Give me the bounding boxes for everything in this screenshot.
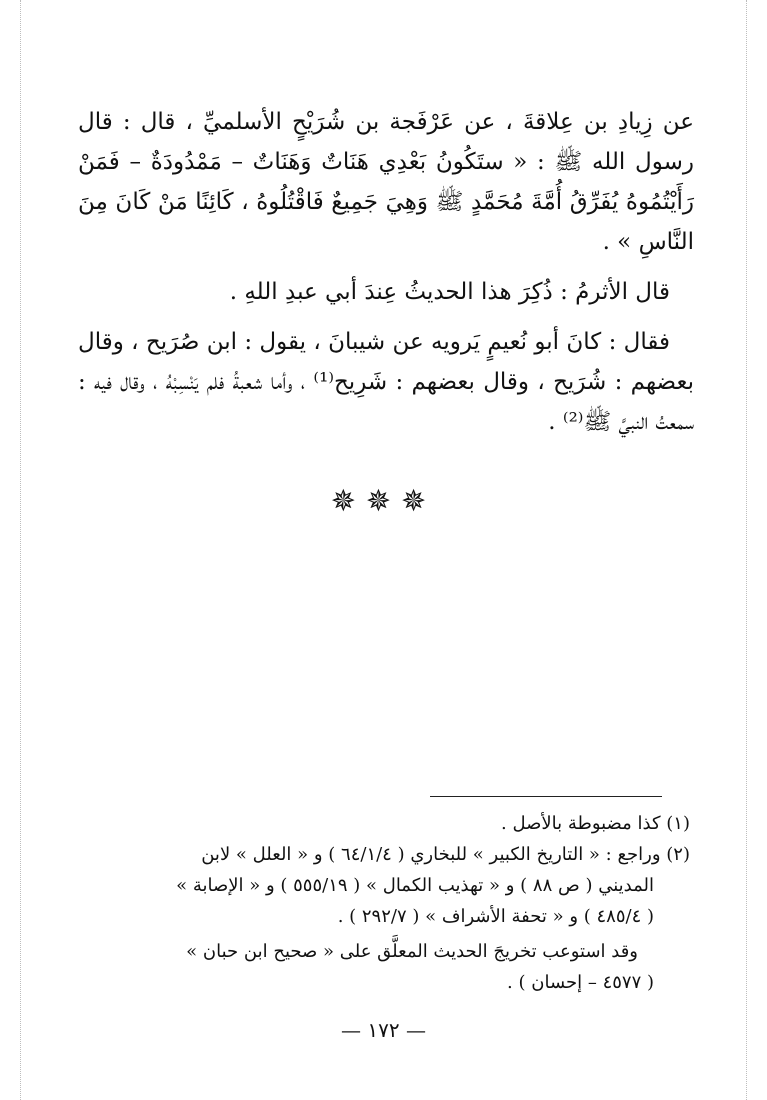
- footnote-2-extra-line-2: ( ٤٥٧٧ – إحسان ) .: [507, 972, 654, 993]
- footnote-2-extra-line-1: وقد استوعب تخريجَ الحديث المعلَّق على « صحيح ابن حبان »: [186, 941, 638, 962]
- hadith-paragraph: عن زِيادِ بن عِلاقةَ ، عن عَرْفَجة بن شُرَيْحٍ الأسلميِّ ، قال : قال رسول الله ﷺ : « ستَكُونُ بَعْدِي هَنَاتٌ وَهَنَاتٌ – مَمْدُودَةٌ – فَمَنْ رَأَيْتُمُوهُ يُفَرِّقُ أُمَّةَ مُحَمَّدٍ ﷺ وَهِيَ جَمِيعٌ فَاقْتُلُوهُ ، كَائِنًا مَنْ كَانَ مِنَ النَّاسِ » .: [78, 109, 694, 255]
- athram-paragraph: قال الأثرمُ : ذُكِرَ هذا الحديثُ عِندَ أبي عبدِ اللهِ .: [229, 279, 670, 305]
- footnotes: [78, 808, 690, 998]
- footnote-2-line-1: (٢) وراجع : « التاريخ الكبير » للبخاري ( ٦٤/١/٤ ) و « العلل » لابن: [201, 844, 690, 865]
- scan-margin-left: [20, 0, 21, 1100]
- commentary-paragraph: فقال : كانَ أبو نُعيمٍ يَرويه عن شيبانَ ، يقول : ابن صُرَيح ، وقال بعضهم : شُرَيح ، وقال بعضهم : شَرِيح⁽¹⁾ ، وأما شعبةُ فلم يَنْسِبْهُ ، وقال فيه : سمعتُ النبيَّ ﷺ⁽²⁾ .: [78, 329, 694, 435]
- page-number: — ١٧٢ —: [341, 1018, 426, 1042]
- main-text: [78, 102, 694, 442]
- footnote-2-line-3: ( ٤٨٥/٤ ) و « تحفة الأشراف » ( ٢٩٢/٧ ) .: [337, 906, 654, 927]
- footnote-separator: [430, 796, 662, 797]
- footnote-1: (١) كذا مضبوطة بالأصل .: [501, 813, 690, 834]
- scan-margin-right: [746, 0, 747, 1100]
- footnote-2-line-2: المديني ( ص ٨٨ ) و « تهذيب الكمال » ( ٥٥٥/١٩ ) و « الإصابة »: [176, 875, 654, 896]
- section-divider-ornament: ✵✵✵: [330, 484, 437, 519]
